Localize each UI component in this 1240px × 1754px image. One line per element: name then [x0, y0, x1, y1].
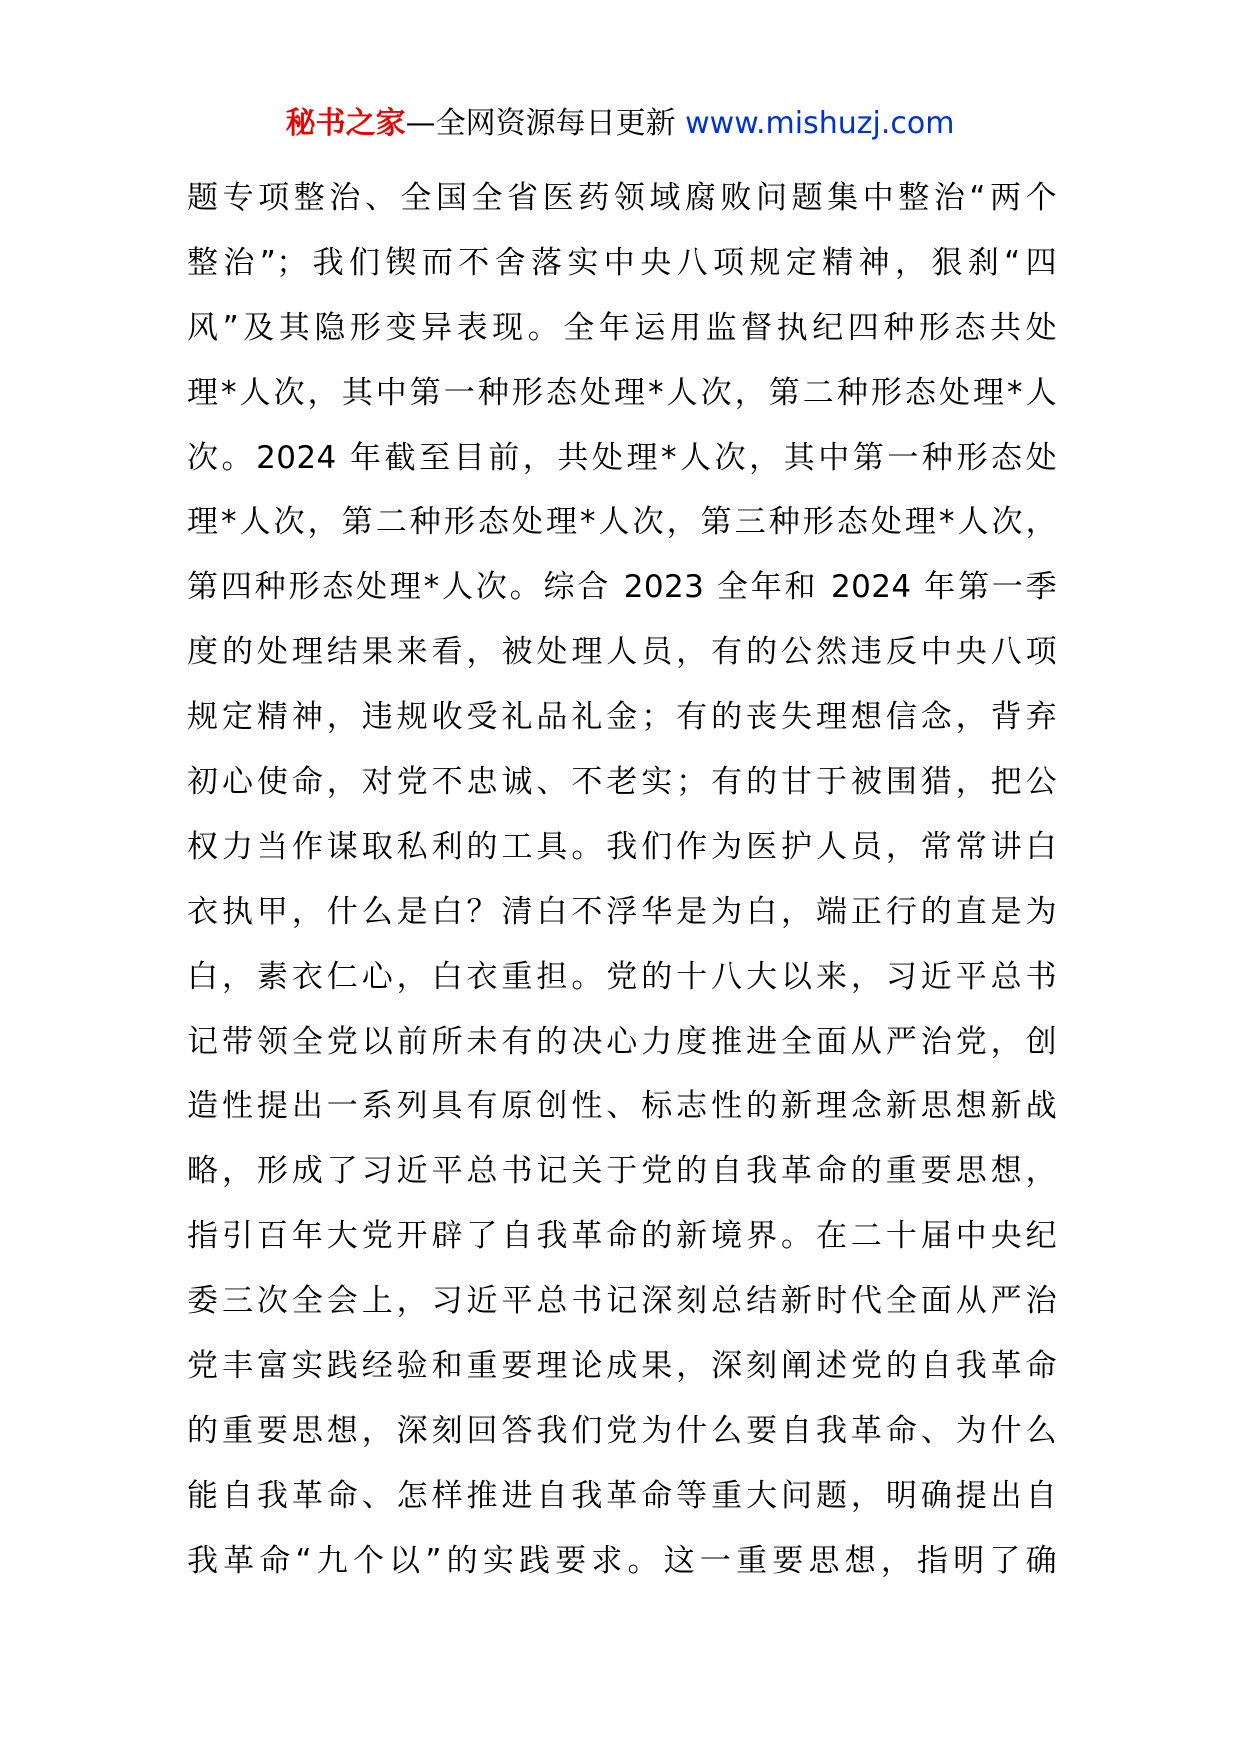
text-line: 规定精神，违规收受礼品礼金；有的丧失理想信念，背弃	[187, 699, 1057, 736]
text-line: 能自我革命、怎样推进自我革命等重大问题，明确提出自	[187, 1477, 1057, 1514]
page-header	[0, 104, 1240, 144]
brand-name: 秘书之家	[285, 106, 406, 141]
text-line: 度的处理结果来看，被处理人员，有的公然违反中央八项	[187, 634, 1057, 671]
text-line: 理*人次，其中第一种形态处理*人次，第二种形态处理*人	[187, 374, 1057, 411]
text-line: 理*人次，第二种形态处理*人次，第三种形态处理*人次，	[187, 504, 1057, 541]
text-line: 指引百年大党开辟了自我革命的新境界。在二十届中央纪	[187, 1218, 1057, 1255]
text-line: 我革命“九个以”的实践要求。这一重要思想，指明了确	[187, 1542, 1057, 1579]
text-line: 记带领全党以前所未有的决心力度推进全面从严治党，创	[187, 1023, 1057, 1060]
text-line: 造性提出一系列具有原创性、标志性的新理念新思想新战	[187, 1088, 1057, 1125]
text-line: 权力当作谋取私利的工具。我们作为医护人员，常常讲白	[187, 828, 1057, 865]
text-line: 党丰富实践经验和重要理论成果，深刻阐述党的自我革命	[187, 1348, 1057, 1385]
text-line: 风”及其隐形变异表现。全年运用监督执纪四种形态共处	[187, 309, 1057, 346]
text-line: 次。2024 年截至目前，共处理*人次，其中第一种形态处	[187, 439, 1057, 476]
text-line: 略，形成了习近平总书记关于党的自我革命的重要思想，	[187, 1153, 1057, 1190]
text-line: 第四种形态处理*人次。综合 2023 全年和 2024 年第一季	[187, 569, 1057, 606]
text-line: 题专项整治、全国全省医药领域腐败问题集中整治“两个	[187, 180, 1057, 216]
text-line: 整治”；我们锲而不舍落实中央八项规定精神，狠刹“四	[187, 244, 1057, 281]
text-line: 初心使命，对党不忠诚、不老实；有的甘于被围猎，把公	[187, 764, 1057, 801]
text-line: 委三次全会上，习近平总书记深刻总结新时代全面从严治	[187, 1283, 1057, 1320]
text-line: 白，素衣仁心，白衣重担。党的十八大以来，习近平总书	[187, 958, 1057, 995]
header-tagline: —全网资源每日更新	[405, 106, 676, 141]
body-paragraph	[187, 166, 1057, 1594]
text-line: 的重要思想，深刻回答我们党为什么要自我革命、为什么	[187, 1412, 1057, 1449]
site-url-link[interactable]: www.mishuzj.com	[685, 106, 955, 141]
text-line: 衣执甲，什么是白？清白不浮华是为白，端正行的直是为	[187, 893, 1057, 930]
